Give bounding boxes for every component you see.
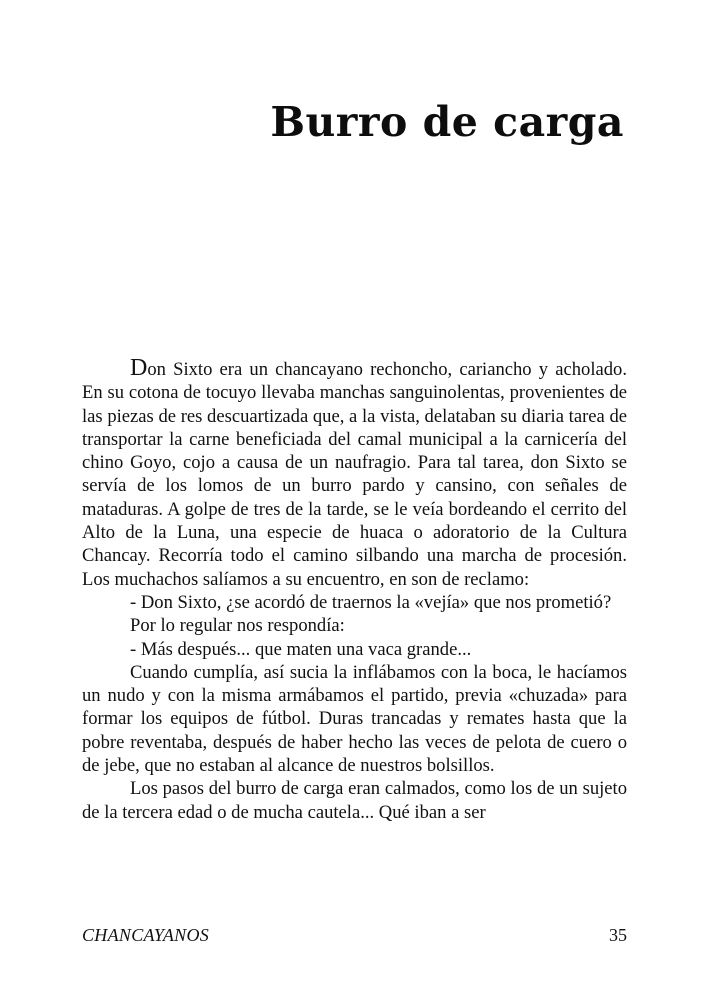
- dialogue-line: - Más después... que maten una vaca grande...: [130, 638, 472, 660]
- running-head: CHANCAYANOS: [82, 925, 210, 945]
- body-text: [82, 357, 627, 824]
- dialogue-line: - Don Sixto, ¿se acordó de traernos la «vejía» que nos prometió?: [130, 591, 612, 613]
- chapter-title: Burro de carga: [270, 98, 624, 146]
- page-footer: [82, 925, 627, 946]
- paragraph: Los pasos del burro de carga eran calmados, como los de un sujeto de la tercera edad o de mucha cautela... Qué iban a ser: [82, 778, 627, 823]
- paragraph: Don Sixto era un chancayano rechoncho, cariancho y acholado. En su cotona de tocuyo llevaba manchas sanguinolentas, provenientes de las piezas de res descuartizada que, a la vista, delataban su diaria tarea de transportar la carne beneficiada del camal municipal a la carnicería del chino Goyo, cojo a causa de un naufragio. Para tal tarea, don Sixto se servía de los lomos de un burro pardo y cansino, con señales de mataduras. A golpe de tres de la tarde, se le veía bordeando el cerrito del Alto de la Luna, una especie de huaca o adoratorio de la Cultura Chancay. Recorría todo el camino silbando una marcha de procesión. Los muchachos salíamos a su encuentro, en son de reclamo:: [82, 355, 627, 590]
- paragraph: Por lo regular nos respondía:: [130, 615, 345, 637]
- page-number: 35: [609, 925, 627, 945]
- paragraph: Cuando cumplía, así sucia la inflábamos con la boca, le hacíamos un nudo y con la misma armábamos el partido, previa «chuzada» para formar los equipos de fútbol. Duras trancadas y remates hasta que la pobre reventaba, después de haber hecho las veces de pelota de cuero o de jebe, que no estaban al alcance de nuestros bolsillos.: [82, 661, 627, 777]
